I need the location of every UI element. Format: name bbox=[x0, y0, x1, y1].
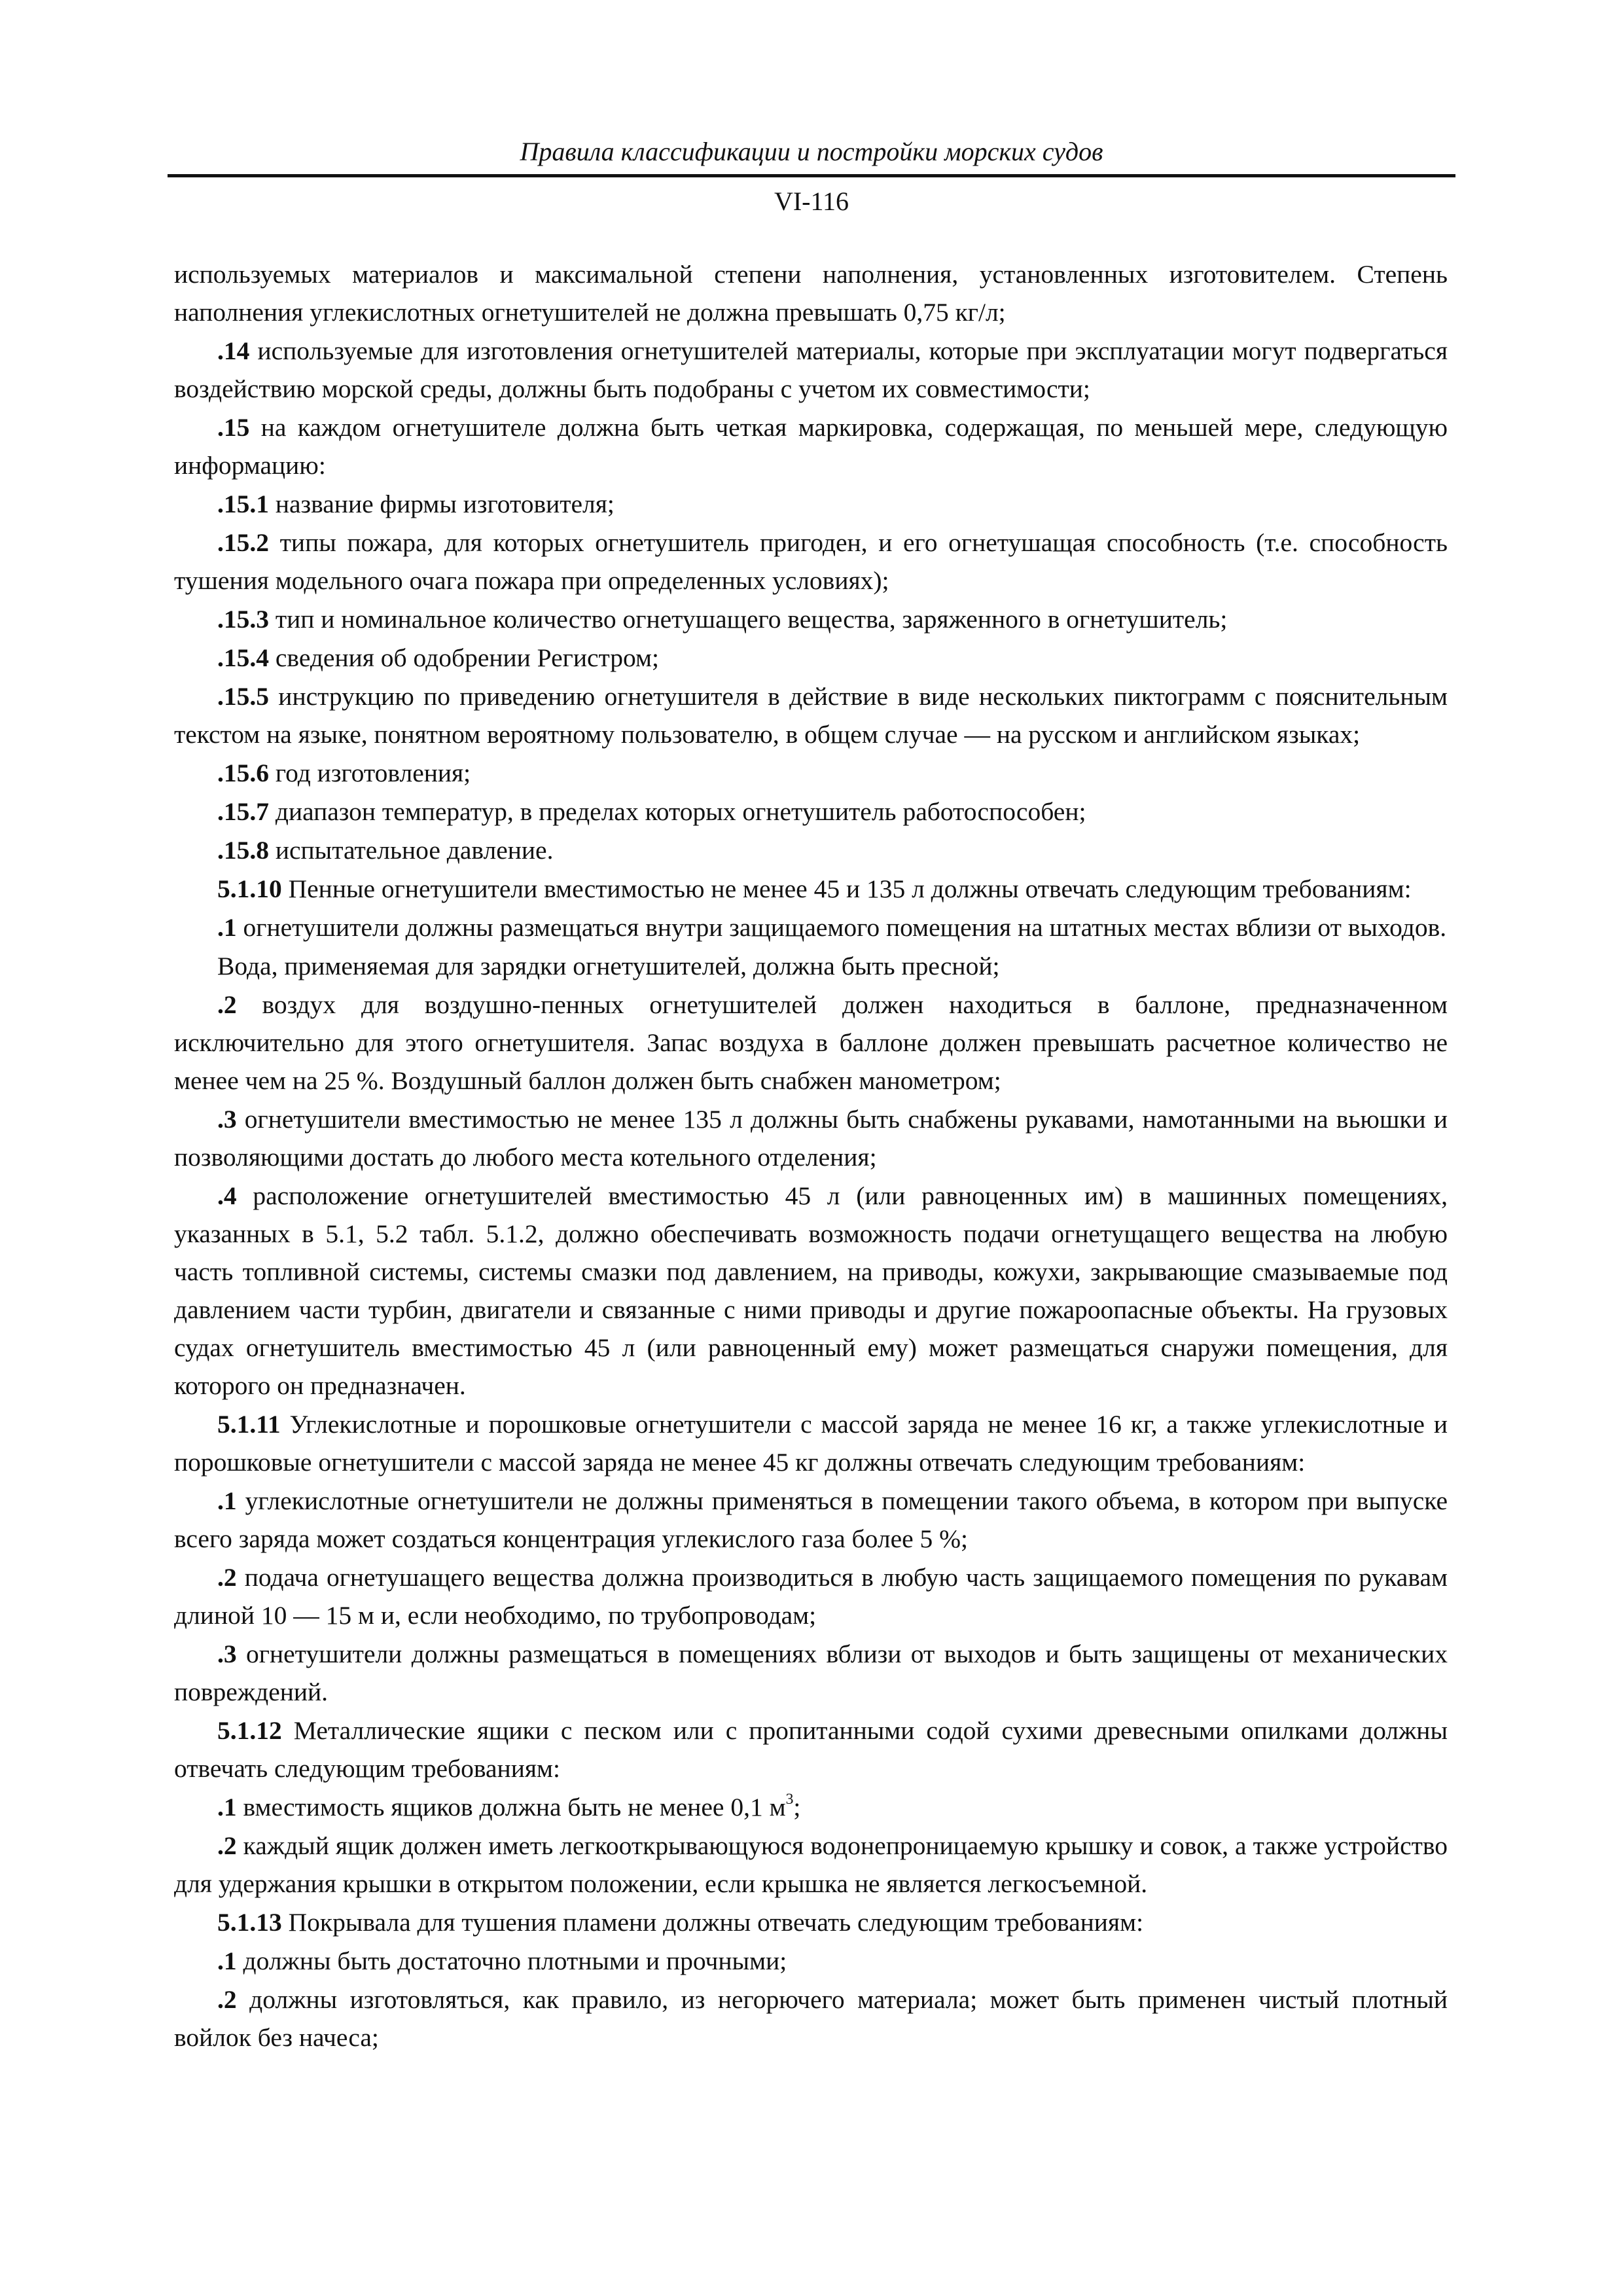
paragraph bbox=[174, 1981, 1448, 2056]
paragraph-text: название фирмы изготовителя; bbox=[269, 490, 615, 518]
paragraph-text: используемых материалов и максимальной степени наполнения, установленных изготовителем. Степень наполнения углекислотных огнетушителей не должна превышать 0,75 кг/л; bbox=[174, 260, 1448, 327]
header-rule bbox=[168, 174, 1455, 177]
clause-number: .3 bbox=[217, 1640, 237, 1668]
paragraph bbox=[174, 485, 1448, 523]
clause-number: .15.4 bbox=[217, 643, 269, 672]
paragraph bbox=[174, 1903, 1448, 1941]
paragraph-text: углекислотные огнетушители не должны применяться в помещении такого объема, в котором при выпуске всего заряда может создаться концентрация углекислого газа более 5 %; bbox=[174, 1486, 1448, 1553]
clause-number: 5.1.13 bbox=[217, 1908, 282, 1937]
clause-number: .2 bbox=[217, 1985, 237, 2014]
paragraph bbox=[174, 524, 1448, 600]
paragraph-text-tail: ; bbox=[793, 1793, 801, 1821]
paragraph bbox=[174, 793, 1448, 831]
clause-number: .15.5 bbox=[217, 682, 269, 711]
clause-number: .14 bbox=[217, 336, 250, 365]
clause-number: 5.1.10 bbox=[217, 874, 282, 903]
paragraph-text: испытательное давление. bbox=[269, 836, 554, 865]
paragraph-text: Покрывала для тушения пламени должны отвечать следующим требованиям: bbox=[281, 1908, 1144, 1937]
paragraph-text: Пенные огнетушители вместимостью не менее 45 и 135 л должны отвечать следующим требованиям: bbox=[281, 874, 1412, 903]
clause-number: .1 bbox=[217, 913, 237, 942]
paragraph bbox=[174, 831, 1448, 869]
clause-number: .15.6 bbox=[217, 759, 269, 787]
body-text bbox=[174, 255, 1448, 2057]
paragraph-text: вместимость ящиков должна быть не менее 0,1 м bbox=[236, 1793, 786, 1821]
paragraph bbox=[174, 639, 1448, 677]
clause-number: 5.1.11 bbox=[217, 1410, 281, 1439]
paragraph-text: Вода, применяемая для зарядки огнетушителей, должна быть пресной; bbox=[217, 952, 1000, 980]
paragraph-text: расположение огнетушителей вместимостью 45 л (или равноценных им) в машинных помещениях, указанных в 5.1, 5.2 табл. 5.1.2, должно обеспечивать возможность подачи огнетущащего вещества на любую часть топливной системы, системы смазки под давлением, на приводы, кожухи, закрывающие смазываемые под давлением части турбин, двигатели и связанные с ними приводы и другие пожароопасные объекты. На грузовых судах огнетушитель вместимостью 45 л (или равноценный ему) может размещаться снаружи помещения, для которого он предназначен. bbox=[174, 1181, 1448, 1400]
clause-number: .15.3 bbox=[217, 605, 269, 634]
paragraph-text: огнетушители вместимостью не менее 135 л должны быть снабжены рукавами, намотанными на вьюшки и позволяющими достать до любого места котельного отделения; bbox=[174, 1105, 1448, 1172]
paragraph bbox=[174, 754, 1448, 792]
paragraph bbox=[174, 600, 1448, 638]
superscript: 3 bbox=[785, 1791, 794, 1808]
paragraph-text: типы пожара, для которых огнетушитель пригоден, и его огнетушащая способность (т.е. способность тушения модельного очага пожара при определенных условиях); bbox=[174, 528, 1448, 595]
clause-number: .15.2 bbox=[217, 528, 269, 557]
clause-number: .3 bbox=[217, 1105, 237, 1134]
page-number: VI-116 bbox=[774, 187, 849, 216]
paragraph-text: огнетушители должны размещаться в помещениях вблизи от выходов и быть защищены от механических повреждений. bbox=[174, 1640, 1448, 1706]
paragraph-text: Углекислотные и порошковые огнетушители с массой заряда не менее 16 кг, а также углекислотные и порошковые огнетушители с массой заряда не менее 45 кг должны отвечать следующим требованиям: bbox=[174, 1410, 1448, 1477]
paragraph bbox=[174, 947, 1448, 985]
paragraph bbox=[174, 1405, 1448, 1481]
paragraph-text: воздух для воздушно-пенных огнетушителей должен находиться в баллоне, предназначенном исключительно для этого огнетушителя. Запас воздуха в баллоне должен превышать расчетное количество не менее чем на 25 %. Воздушный баллон должен быть снабжен манометром; bbox=[174, 990, 1448, 1095]
clause-number: 5.1.12 bbox=[217, 1716, 282, 1745]
clause-number: .1 bbox=[217, 1486, 237, 1515]
paragraph bbox=[174, 1712, 1448, 1787]
paragraph-text: год изготовления; bbox=[269, 759, 471, 787]
paragraph bbox=[174, 870, 1448, 908]
paragraph-text: диапазон температур, в пределах которых огнетушитель работоспособен; bbox=[269, 797, 1086, 826]
paragraph bbox=[174, 1177, 1448, 1405]
paragraph bbox=[174, 1942, 1448, 1980]
clause-number: .1 bbox=[217, 1946, 237, 1975]
clause-number: .15 bbox=[217, 413, 250, 442]
paragraph-text: подача огнетушащего вещества должна производиться в любую часть защищаемого помещения по рукавам длиной 10 — 15 м и, если необходимо, по трубопроводам; bbox=[174, 1563, 1448, 1630]
clause-number: .2 bbox=[217, 1563, 237, 1592]
running-header: Правила классификации и постройки морских судов bbox=[520, 137, 1103, 166]
clause-number: .2 bbox=[217, 1831, 237, 1860]
paragraph-text: Металлические ящики с песком или с пропитанными содой сухими древесными опилками должны отвечать следующим требованиям: bbox=[174, 1716, 1448, 1783]
paragraph-text: каждый ящик должен иметь легкооткрывающуюся водонепроницаемую крышку и совок, а также устройство для удержания крышки в открытом положении, если крышка не является легкосъемной. bbox=[174, 1831, 1448, 1898]
paragraph-text: огнетушители должны размещаться внутри защищаемого помещения на штатных местах вблизи от выходов. bbox=[236, 913, 1447, 942]
clause-number: .1 bbox=[217, 1793, 237, 1821]
paragraph bbox=[174, 1827, 1448, 1903]
paragraph bbox=[174, 1788, 1448, 1826]
clause-number: .15.8 bbox=[217, 836, 269, 865]
paragraph-text: на каждом огнетушителе должна быть четкая маркировка, содержащая, по меньшей мере, следующую информацию: bbox=[174, 413, 1448, 480]
paragraph-text: должны быть достаточно плотными и прочными; bbox=[236, 1946, 787, 1975]
clause-number: .2 bbox=[217, 990, 237, 1019]
paragraph-text: сведения об одобрении Регистром; bbox=[269, 643, 659, 672]
paragraph bbox=[174, 332, 1448, 408]
paragraph bbox=[174, 1482, 1448, 1558]
paragraph bbox=[174, 1100, 1448, 1176]
paragraph bbox=[174, 986, 1448, 1100]
paragraph bbox=[174, 677, 1448, 753]
paragraph bbox=[174, 408, 1448, 484]
paragraph-text: используемые для изготовления огнетушителей материалы, которые при эксплуатации могут подвергаться воздействию морской среды, должны быть подобраны с учетом их совместимости; bbox=[174, 336, 1448, 403]
paragraph-text: инструкцию по приведению огнетушителя в действие в виде нескольких пиктограмм с пояснительным текстом на языке, понятном вероятному пользователю, в общем случае — на русском и английском языках; bbox=[174, 682, 1448, 749]
paragraph bbox=[174, 1635, 1448, 1711]
paragraph bbox=[174, 908, 1448, 946]
clause-number: .15.7 bbox=[217, 797, 269, 826]
paragraph bbox=[174, 255, 1448, 331]
clause-number: .15.1 bbox=[217, 490, 269, 518]
paragraph-text: тип и номинальное количество огнетушащего вещества, заряженного в огнетушитель; bbox=[269, 605, 1228, 634]
paragraph bbox=[174, 1558, 1448, 1634]
paragraph-text: должны изготовляться, как правило, из негорючего материала; может быть применен чистый плотный войлок без начеса; bbox=[174, 1985, 1448, 2052]
clause-number: .4 bbox=[217, 1181, 237, 1210]
